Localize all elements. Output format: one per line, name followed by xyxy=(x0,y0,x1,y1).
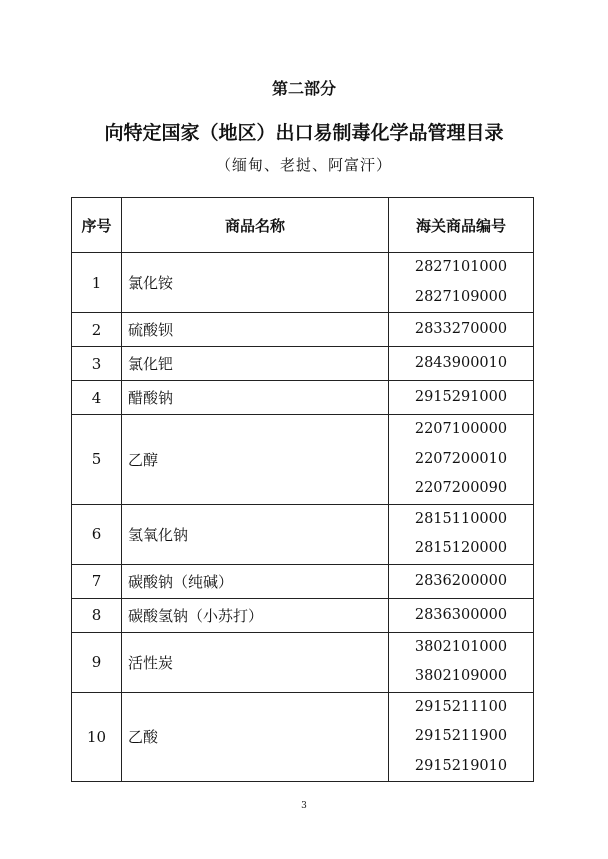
table-row xyxy=(72,253,534,313)
header-code: 海关商品编号 xyxy=(389,198,534,253)
page-number: 3 xyxy=(301,801,307,811)
table-row xyxy=(72,692,534,782)
row-customs-codes xyxy=(389,347,534,381)
row-customs-codes xyxy=(389,381,534,415)
table-row xyxy=(72,598,534,632)
row-product-name: 活性炭 xyxy=(122,632,389,692)
customs-code: 2207100000 xyxy=(414,421,508,437)
customs-code: 2836200000 xyxy=(414,572,508,589)
customs-code: 3802109000 xyxy=(414,668,508,684)
customs-code: 2815120000 xyxy=(414,540,508,556)
customs-code: 2827101000 xyxy=(414,259,508,275)
row-product-name: 氯化钯 xyxy=(122,347,389,381)
customs-code: 2833270000 xyxy=(414,321,508,337)
row-customs-codes xyxy=(389,253,534,313)
customs-code: 2915211900 xyxy=(414,728,508,744)
customs-code: 2915219010 xyxy=(414,757,508,774)
customs-code: 2836300000 xyxy=(414,606,508,623)
row-customs-codes xyxy=(389,504,534,564)
table-row xyxy=(72,347,534,381)
row-customs-codes xyxy=(389,692,534,782)
table-row xyxy=(72,381,534,415)
row-seq: 10 xyxy=(72,692,122,782)
row-product-name: 硫酸钡 xyxy=(122,313,389,347)
document-title: 向特定国家（地区）出口易制毒化学品管理目录 xyxy=(104,122,504,144)
row-product-name: 碳酸钠（纯碱） xyxy=(122,564,389,598)
customs-code: 3802101000 xyxy=(414,638,508,655)
row-customs-codes xyxy=(389,564,534,598)
row-product-name: 氯化铵 xyxy=(122,253,389,313)
customs-code: 2207200010 xyxy=(414,450,508,467)
table-row xyxy=(72,504,534,564)
row-seq: 1 xyxy=(72,253,122,313)
row-customs-codes xyxy=(389,313,534,347)
customs-code: 2915291000 xyxy=(414,389,508,405)
row-customs-codes xyxy=(389,632,534,692)
row-customs-codes xyxy=(389,598,534,632)
row-seq: 3 xyxy=(72,347,122,381)
header-seq: 序号 xyxy=(72,198,122,253)
part-label: 第二部分 xyxy=(271,79,336,98)
row-seq: 2 xyxy=(72,313,122,347)
row-product-name: 醋酸钠 xyxy=(122,381,389,415)
row-product-name: 乙酸 xyxy=(122,692,389,782)
customs-code: 2915211100 xyxy=(414,698,508,715)
table-row xyxy=(72,564,534,598)
header-name: 商品名称 xyxy=(122,198,389,253)
row-product-name: 乙醇 xyxy=(122,415,389,505)
customs-code: 2815110000 xyxy=(414,510,508,527)
row-seq: 6 xyxy=(72,504,122,564)
row-seq: 8 xyxy=(72,598,122,632)
row-product-name: 碳酸氢钠（小苏打） xyxy=(122,598,389,632)
table-header-row xyxy=(72,198,534,253)
row-seq: 5 xyxy=(72,415,122,505)
customs-code: 2843900010 xyxy=(414,355,508,371)
customs-code: 2207200090 xyxy=(414,480,508,496)
row-customs-codes xyxy=(389,415,534,505)
row-seq: 4 xyxy=(72,381,122,415)
chemicals-table xyxy=(71,197,534,782)
table-row xyxy=(72,313,534,347)
table-body xyxy=(72,253,534,782)
row-seq: 7 xyxy=(72,564,122,598)
table-row xyxy=(72,632,534,692)
customs-code: 2827109000 xyxy=(414,288,508,305)
row-product-name: 氢氧化钠 xyxy=(122,504,389,564)
document-subtitle: （缅甸、老挝、阿富汗） xyxy=(215,156,392,174)
row-seq: 9 xyxy=(72,632,122,692)
table-row xyxy=(72,415,534,505)
